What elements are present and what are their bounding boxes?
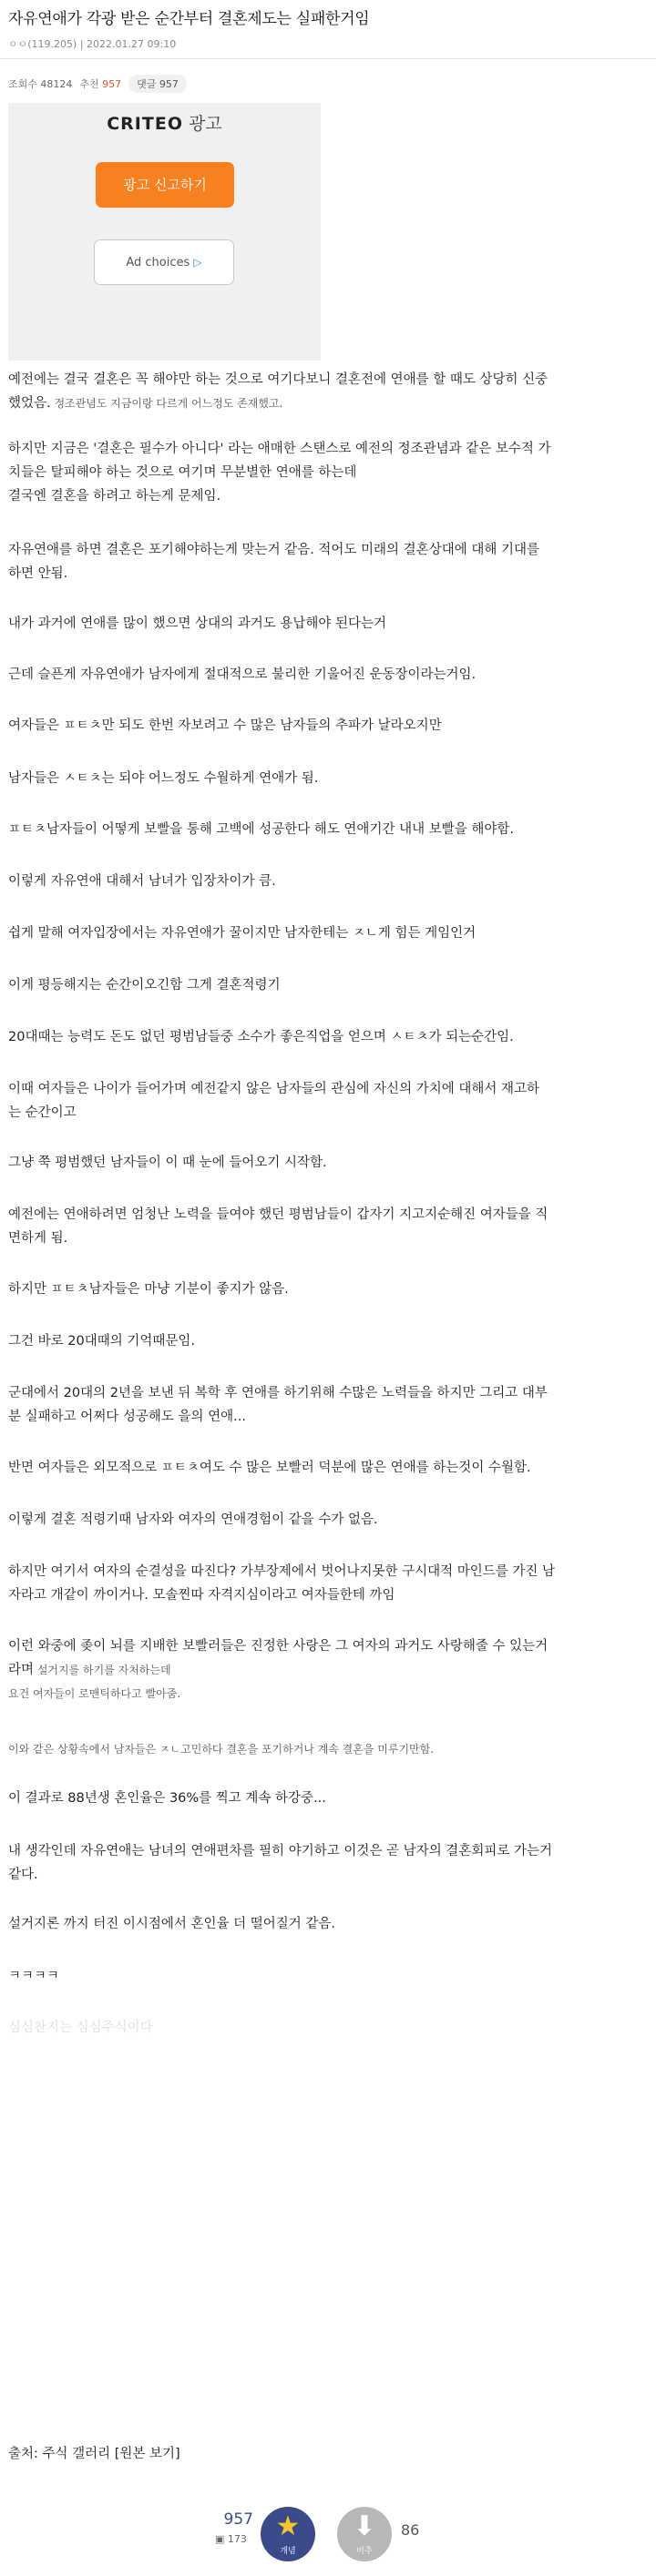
header-divider: [0, 58, 656, 59]
paragraph: 이렇게 자유연애 대해서 남녀가 입장차이가 큼.: [8, 874, 276, 889]
paragraph: 20대때는 능력도 돈도 없던 평범남들중 소수가 좋은직업을 얻으며 ㅅㅌㅊ가 되는순간임.: [8, 1030, 514, 1044]
upvote-button[interactable]: ★ 개념: [261, 2507, 315, 2561]
post-title: 자유연애가 각광 받은 순간부터 결혼제도는 실패한거임: [8, 10, 370, 28]
paragraph: 이게 평등해지는 순간이오긴함 그게 결혼적령기: [8, 978, 281, 993]
down-arrow-icon: ⬇: [353, 2510, 376, 2542]
paragraph: 남자들은 ㅅㅌㅊ는 되야 어느정도 수월하게 연애가 됨.: [8, 771, 319, 786]
paragraph: 쉽게 말해 여자입장에서는 자유연애가 꿀이지만 남자한테는 ㅈㄴ게 힘든 게임인거: [8, 926, 477, 941]
original-link[interactable]: [원본 보기]: [114, 2447, 180, 2461]
faded-signature: 심심찬지는 심심주식이다: [8, 2021, 153, 2035]
comments-badge[interactable]: 댓글 957: [128, 75, 187, 93]
source-line: 출처: 주식 갤러리 [원본 보기]: [8, 2447, 180, 2461]
paragraph: ㅍㅌㅊ남자들이 어떻게 보빨을 통해 고백에 성공한다 해도 연애기간 내내 보빨을 해야함.: [8, 822, 514, 837]
ad-choices-icon: ▷: [193, 256, 202, 269]
paragraph: 자유연애를 하면 결혼은 포기해야하는게 맞는거 같음. 적어도 미래의 결혼상대에 대해 기대를 하면 안됨.: [8, 543, 539, 581]
paragraph: 여자들은 ㅍㅌㅊ만 되도 한번 자보려고 수 많은 남자들의 추파가 날라오지만: [8, 718, 442, 733]
paragraph: 하지만 여기서 여자의 순결성을 따진다? 가부장제에서 벗어나지못한 구시대적 마인드를 가진 남 자라고 개같이 까이거나. 모솔찐따 자격지심이라고 여자들한테 까임: [8, 1564, 556, 1603]
paragraph: 내 생각인데 자유연애는 남녀의 연애편차를 필히 야기하고 이것은 곧 남자의 결혼회피로 가는거 같다.: [8, 1844, 552, 1882]
criteo-logo: CRITEO: [107, 114, 183, 134]
fixed-upvote-count: ▣ 173: [215, 2533, 247, 2545]
paragraph: 이 결과로 88년생 혼인율은 36%를 찍고 계속 하강중...: [8, 1791, 326, 1806]
views-count: 조회수 48124: [8, 78, 73, 90]
downvote-count: 86: [401, 2521, 420, 2539]
paragraph: 그건 바로 20대때의 기억때문임.: [8, 1334, 195, 1349]
fixed-icon: ▣: [215, 2533, 225, 2545]
ad-brand: CRITEO 광고: [107, 114, 222, 134]
paragraph: 이때 여자들은 나이가 들어가며 예전같지 않은 남자들의 관심에 자신의 가치에 대해서 재고하 는 순간이고: [8, 1082, 539, 1120]
paragraph: 하지만 ㅍㅌㅊ남자들은 마냥 기분이 좋지가 않음.: [8, 1282, 289, 1297]
recommend-stat: 추천 957: [79, 78, 122, 90]
downvote-button[interactable]: ⬇ 비추: [337, 2507, 392, 2561]
ad-report-button[interactable]: 광고 신고하기: [96, 162, 234, 208]
ad-choices-button[interactable]: Ad choices ▷: [94, 239, 234, 285]
post-stats: [8, 75, 187, 93]
upvote-count: 957: [223, 2510, 253, 2529]
author[interactable]: ㅇㅇ(119.205): [8, 38, 77, 50]
star-icon: ★: [275, 2510, 301, 2542]
vote-box: [0, 2500, 656, 2563]
paragraph: 설거지론 까지 터진 이시점에서 혼인율 더 떨어질거 같음.: [8, 1917, 336, 1931]
paragraph: 이와 같은 상황속에서 남자들은 ㅈㄴ고민하다 결혼을 포기하거나 계속 결혼을 미루기만함.: [8, 1743, 435, 1756]
paragraph: 이런 와중에 좆이 뇌를 지배한 보빨러들은 진정한 사랑은 그 여자의 과거도 사랑해줄 수 있는거 라며 설거지를 하기를 자처하는데 요건 여자들이 로맨틱하다고 빨아줌.: [8, 1639, 548, 1700]
paragraph: 반면 여자들은 외모적으로 ㅍㅌㅊ여도 수 많은 보빨러 덕분에 많은 연애를 하는것이 수월함.: [8, 1461, 531, 1475]
paragraph: 예전에는 결국 결혼은 꼭 해야만 하는 것으로 여기다보니 결혼전에 연애를 할 때도 상당히 신중 했었음. 정조관념도 지금이랑 다르게 어느정도 존재했고.: [8, 372, 548, 411]
paragraph: 하지만 지금은 '결혼은 필수가 아니다' 라는 애매한 스탠스로 예전의 정조관념과 같은 보수적 가 치들은 탈피해야 하는 것으로 여기며 무분별한 연애를 하는데 결국엔 결혼을 하려고 하는게 문제임.: [8, 442, 551, 504]
paragraph: 이렇게 결혼 적령기때 남자와 여자의 연애경험이 같을 수가 없음.: [8, 1512, 378, 1527]
paragraph: ㅋㅋㅋㅋ: [8, 1969, 60, 1983]
post-date: 2022.01.27 09:10: [87, 38, 177, 50]
paragraph: 예전에는 연애하려면 엄청난 노력을 들여야 했던 평범남들이 갑자기 지고지순해진 여자들을 직 면하게 됨.: [8, 1207, 548, 1246]
paragraph: 근데 슬픈게 자유연애가 남자에게 절대적으로 불리한 기울어진 운동장이라는거임.: [8, 667, 477, 682]
paragraph: 내가 과거에 연애를 많이 했으면 상대의 과거도 용납해야 된다는거: [8, 616, 387, 631]
post-meta: ㅇㅇ(119.205) | 2022.01.27 09:10: [8, 38, 177, 50]
ad-banner[interactable]: [8, 103, 321, 361]
paragraph: 그냥 쭉 평범했던 남자들이 이 때 눈에 들어오기 시작함.: [8, 1156, 327, 1170]
paragraph: 군대에서 20대의 2년을 보낸 뒤 복학 후 연애를 하기위해 수많은 노력들을 하지만 그리고 대부 분 실패하고 어쩌다 성공해도 을의 연애...: [8, 1386, 548, 1424]
